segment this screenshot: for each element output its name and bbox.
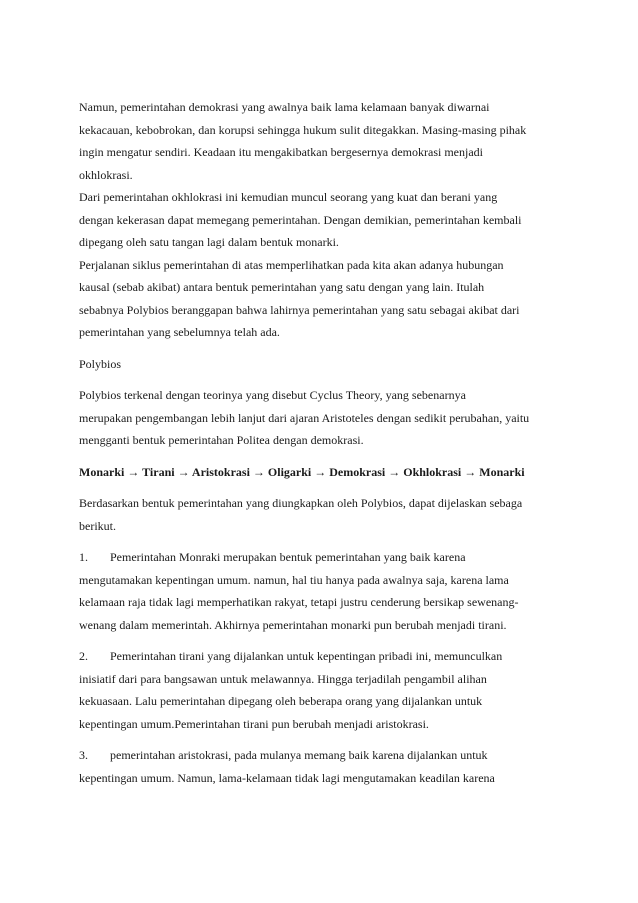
text-line: mengutamakan kepentingan umum. namun, hal tiu hanya pada awalnya saja, karena lama — [79, 572, 509, 587]
text-line: dengan kekerasan dapat memegang pemerintahan. Dengan demikian, pemerintahan kembali — [79, 212, 522, 227]
text-line: Polybios terkenal dengan teorinya yang disebut Cyclus Theory, yang sebenarnya — [79, 388, 466, 402]
text-line: berikut. — [79, 518, 116, 533]
spacer — [79, 375, 569, 384]
list-item — [79, 744, 569, 789]
cycle-sequence: Monarki → Tirani → Aristokrasi → Oligarki → Demokrasi → Okhlokrasi → Monarki — [79, 464, 525, 479]
text-line: kausal (sebab akibat) antara bentuk pemerintahan yang satu dengan yang lain. Itulah — [79, 280, 485, 294]
text-line: wenang dalam memerintah. Akhirnya pemerintahan monarki pun berubah menjadi tirani. — [79, 617, 507, 632]
list-item-first-line — [79, 744, 569, 767]
list-item-first-line — [79, 546, 569, 569]
spacer — [79, 735, 569, 744]
text-line: kepentingan umum. Namun, lama-kelamaan tidak lagi mengutamakan keadilan karena — [79, 770, 495, 785]
list-number: 3. — [79, 748, 88, 762]
text-line: dipegang oleh satu tangan lagi dalam bentuk monarki. — [79, 235, 339, 249]
list-number: 2. — [79, 649, 88, 663]
text-line: kekacauan, kebobrokan, dan korupsi sehingga hukum sulit ditegakkan. Masing-masing pihak — [79, 122, 527, 137]
paragraph-cyclus-theory — [79, 384, 569, 452]
list-item-first-line — [79, 645, 569, 668]
text-line: mengganti bentuk pemerintahan Politea dengan demokrasi. — [79, 433, 364, 447]
paragraph-monarki-kembali — [79, 186, 569, 254]
text-line: Dari pemerintahan okhlokrasi ini kemudian muncul seorang yang kuat dan berani yang — [79, 190, 498, 204]
spacer — [79, 344, 569, 353]
paragraph-penjelasan — [79, 492, 569, 537]
text-line: Perjalanan siklus pemerintahan di atas memperlihatkan pada kita akan adanya hubungan — [79, 257, 504, 272]
text-line: inisiatif dari para bangsawan untuk melawannya. Hingga terjadilah pengambil alihan — [79, 671, 487, 686]
text-line: Pemerintahan Monraki merupakan bentuk pemerintahan yang baik karena — [110, 550, 466, 564]
spacer — [79, 452, 569, 461]
list-number: 1. — [79, 550, 88, 564]
list-item — [79, 546, 569, 636]
text-line: pemerintahan yang sebelumnya telah ada. — [79, 325, 280, 339]
text-line: Namun, pemerintahan demokrasi yang awalnya baik lama kelamaan banyak diwarnai — [79, 100, 490, 114]
spacer — [79, 537, 569, 546]
text-line: ingin mengatur sendiri. Keadaan itu mengakibatkan bergesernya demokrasi menjadi — [79, 145, 483, 159]
section-heading: Polybios — [79, 356, 122, 371]
paragraph-siklus — [79, 254, 569, 344]
text-line: sebabnya Polybios beranggapan bahwa lahirnya pemerintahan yang satu sebagai akibat dari — [79, 302, 520, 317]
text-line: kelamaan raja tidak lagi memperhatikan rakyat, tetapi justru cenderung bersikap sewenang- — [79, 595, 519, 609]
paragraph-okhlokrasi — [79, 96, 569, 186]
text-line: Pemerintahan tirani yang dijalankan untuk kepentingan pribadi ini, memunculkan — [110, 649, 503, 663]
text-line: pemerintahan aristokrasi, pada mulanya memang baik karena dijalankan untuk — [110, 748, 488, 762]
text-line: okhlokrasi. — [79, 167, 133, 182]
text-line: merupakan pengembangan lebih lanjut dari ajaran Aristoteles dengan sedikit perubahan, yaitu — [79, 410, 530, 425]
text-line: kepentingan umum.Pemerintahan tirani pun berubah menjadi aristokrasi. — [79, 716, 429, 731]
document-page — [79, 96, 569, 789]
text-line: Berdasarkan bentuk pemerintahan yang diungkapkan oleh Polybios, dapat dijelaskan sebaga — [79, 496, 523, 510]
text-line: kekuasaan. Lalu pemerintahan dipegang oleh beberapa orang yang dijalankan untuk — [79, 694, 483, 708]
spacer — [79, 636, 569, 645]
spacer — [79, 483, 569, 492]
list-item — [79, 645, 569, 735]
